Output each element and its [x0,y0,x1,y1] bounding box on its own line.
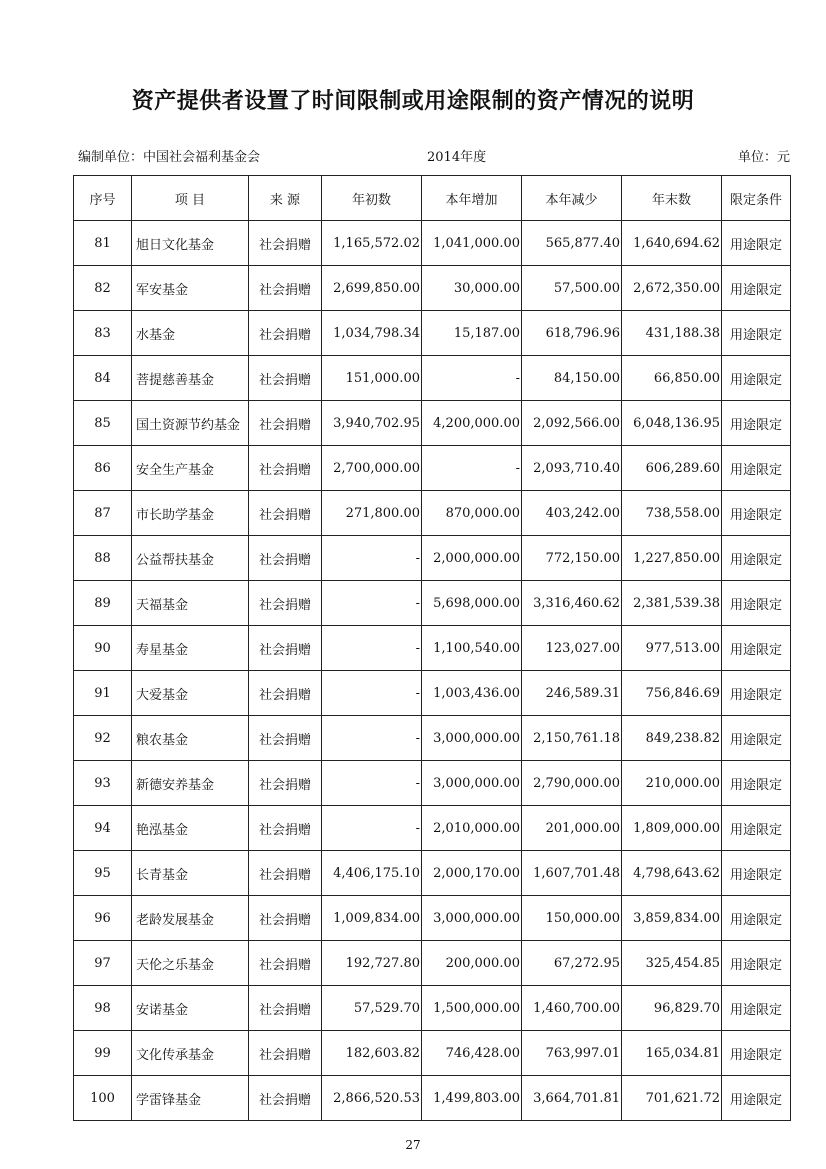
source: 社会捐赠 [249,896,322,941]
restriction: 用途限定 [722,401,791,446]
annual-increase: 2,010,000.00 [422,806,522,851]
closing-balance: 165,034.81 [622,1031,722,1076]
closing-balance: 977,513.00 [622,626,722,671]
row-index: 81 [74,221,132,266]
table-row [74,266,791,311]
source: 社会捐赠 [249,221,322,266]
annual-decrease: 772,150.00 [522,536,622,581]
annual-decrease: 84,150.00 [522,356,622,401]
restriction: 用途限定 [722,896,791,941]
annual-increase: - [422,356,522,401]
restriction: 用途限定 [722,536,791,581]
page-title: 资产提供者设置了时间限制或用途限制的资产情况的说明 [131,89,695,114]
table-row [74,761,791,806]
annual-decrease: 565,877.40 [522,221,622,266]
row-index: 82 [74,266,132,311]
table-row [74,851,791,896]
opening-balance: - [322,626,422,671]
annual-decrease: 57,500.00 [522,266,622,311]
page-number: 27 [405,1138,421,1152]
row-index: 90 [74,626,132,671]
restriction: 用途限定 [722,356,791,401]
opening-balance: 1,034,798.34 [322,311,422,356]
fund-name: 文化传承基金 [132,1031,249,1076]
restriction: 用途限定 [722,221,791,266]
closing-balance: 756,846.69 [622,671,722,716]
opening-balance: - [322,671,422,716]
closing-balance: 1,809,000.00 [622,806,722,851]
opening-balance: 2,700,000.00 [322,446,422,491]
annual-increase: - [422,446,522,491]
header-col-closing: 年末数 [622,176,722,221]
source: 社会捐赠 [249,941,322,986]
closing-balance: 210,000.00 [622,761,722,806]
fund-name: 旭日文化基金 [132,221,249,266]
table-body [74,221,791,1121]
annual-decrease: 123,027.00 [522,626,622,671]
annual-increase: 3,000,000.00 [422,761,522,806]
annual-decrease: 1,607,701.48 [522,851,622,896]
fund-name: 安诺基金 [132,986,249,1031]
closing-balance: 325,454.85 [622,941,722,986]
header-col-increase: 本年增加 [422,176,522,221]
annual-increase: 15,187.00 [422,311,522,356]
annual-decrease: 618,796.96 [522,311,622,356]
row-index: 97 [74,941,132,986]
table-row [74,491,791,536]
row-index: 100 [74,1076,132,1121]
opening-balance: 271,800.00 [322,491,422,536]
table-row [74,896,791,941]
source: 社会捐赠 [249,1076,322,1121]
closing-balance: 2,672,350.00 [622,266,722,311]
table-row [74,446,791,491]
row-index: 94 [74,806,132,851]
opening-balance: 4,406,175.10 [322,851,422,896]
restriction: 用途限定 [722,266,791,311]
table-row [74,986,791,1031]
source: 社会捐赠 [249,581,322,626]
opening-balance: 57,529.70 [322,986,422,1031]
fund-name: 大爱基金 [132,671,249,716]
annual-decrease: 2,150,761.18 [522,716,622,761]
closing-balance: 849,238.82 [622,716,722,761]
opening-balance: 3,940,702.95 [322,401,422,446]
table-row [74,941,791,986]
opening-balance: 2,699,850.00 [322,266,422,311]
fund-name: 艳泓基金 [132,806,249,851]
annual-increase: 4,200,000.00 [422,401,522,446]
annual-decrease: 246,589.31 [522,671,622,716]
table-row [74,221,791,266]
annual-increase: 870,000.00 [422,491,522,536]
table-row [74,1076,791,1121]
annual-increase: 200,000.00 [422,941,522,986]
row-index: 98 [74,986,132,1031]
source: 社会捐赠 [249,401,322,446]
annual-decrease: 150,000.00 [522,896,622,941]
opening-balance: 1,165,572.02 [322,221,422,266]
row-index: 85 [74,401,132,446]
annual-decrease: 201,000.00 [522,806,622,851]
closing-balance: 4,798,643.62 [622,851,722,896]
opening-balance: - [322,716,422,761]
fund-name: 菩提慈善基金 [132,356,249,401]
source: 社会捐赠 [249,446,322,491]
table-row [74,581,791,626]
closing-balance: 701,621.72 [622,1076,722,1121]
restriction: 用途限定 [722,806,791,851]
annual-increase: 1,499,803.00 [422,1076,522,1121]
row-index: 99 [74,1031,132,1076]
opening-balance: 192,727.80 [322,941,422,986]
table-row [74,716,791,761]
annual-decrease: 763,997.01 [522,1031,622,1076]
restriction: 用途限定 [722,761,791,806]
annual-increase: 1,500,000.00 [422,986,522,1031]
fund-name: 天伦之乐基金 [132,941,249,986]
unit-org: 编制单位：中国社会福利基金会 [78,150,261,165]
restriction: 用途限定 [722,311,791,356]
table-row [74,671,791,716]
opening-balance: - [322,536,422,581]
row-index: 89 [74,581,132,626]
annual-decrease: 2,092,566.00 [522,401,622,446]
annual-increase: 30,000.00 [422,266,522,311]
annual-decrease: 403,242.00 [522,491,622,536]
annual-decrease: 2,790,000.00 [522,761,622,806]
source: 社会捐赠 [249,716,322,761]
restriction: 用途限定 [722,1031,791,1076]
closing-balance: 606,289.60 [622,446,722,491]
source: 社会捐赠 [249,311,322,356]
annual-decrease: 67,272.95 [522,941,622,986]
restriction: 用途限定 [722,941,791,986]
row-index: 87 [74,491,132,536]
closing-balance: 66,850.00 [622,356,722,401]
fund-name: 长青基金 [132,851,249,896]
source: 社会捐赠 [249,491,322,536]
restriction: 用途限定 [722,446,791,491]
fund-name: 水基金 [132,311,249,356]
fund-name: 学雷锋基金 [132,1076,249,1121]
closing-balance: 431,188.38 [622,311,722,356]
opening-balance: 182,603.82 [322,1031,422,1076]
annual-increase: 1,003,436.00 [422,671,522,716]
fund-name: 天福基金 [132,581,249,626]
closing-balance: 1,227,850.00 [622,536,722,581]
closing-balance: 3,859,834.00 [622,896,722,941]
row-index: 96 [74,896,132,941]
restriction: 用途限定 [722,716,791,761]
annual-decrease: 2,093,710.40 [522,446,622,491]
restriction: 用途限定 [722,491,791,536]
fund-name: 安全生产基金 [132,446,249,491]
source: 社会捐赠 [249,266,322,311]
restricted-assets-table [73,175,791,1121]
opening-balance: - [322,806,422,851]
restriction: 用途限定 [722,626,791,671]
annual-increase: 2,000,170.00 [422,851,522,896]
annual-increase: 1,041,000.00 [422,221,522,266]
source: 社会捐赠 [249,536,322,581]
restriction: 用途限定 [722,671,791,716]
closing-balance: 1,640,694.62 [622,221,722,266]
annual-increase: 2,000,000.00 [422,536,522,581]
table-row [74,401,791,446]
annual-decrease: 3,664,701.81 [522,1076,622,1121]
restriction: 用途限定 [722,986,791,1031]
currency-unit: 单位：元 [737,150,790,165]
fund-name: 粮农基金 [132,716,249,761]
fund-name: 公益帮扶基金 [132,536,249,581]
annual-decrease: 1,460,700.00 [522,986,622,1031]
restriction: 用途限定 [722,581,791,626]
restriction: 用途限定 [722,851,791,896]
opening-balance: 1,009,834.00 [322,896,422,941]
closing-balance: 2,381,539.38 [622,581,722,626]
table-row [74,806,791,851]
table-header-row [74,176,791,221]
fund-name: 新德安养基金 [132,761,249,806]
row-index: 93 [74,761,132,806]
source: 社会捐赠 [249,671,322,716]
fund-name: 市长助学基金 [132,491,249,536]
row-index: 83 [74,311,132,356]
annual-decrease: 3,316,460.62 [522,581,622,626]
table-row [74,356,791,401]
source: 社会捐赠 [249,806,322,851]
fund-name: 老龄发展基金 [132,896,249,941]
source: 社会捐赠 [249,356,322,401]
source: 社会捐赠 [249,1031,322,1076]
row-index: 84 [74,356,132,401]
header-col-opening: 年初数 [322,176,422,221]
row-index: 86 [74,446,132,491]
header-col-decrease: 本年减少 [522,176,622,221]
header-col-item: 项 目 [132,176,249,221]
annual-increase: 1,100,540.00 [422,626,522,671]
opening-balance: - [322,581,422,626]
opening-balance: 2,866,520.53 [322,1076,422,1121]
closing-balance: 738,558.00 [622,491,722,536]
source: 社会捐赠 [249,626,322,671]
annual-increase: 3,000,000.00 [422,716,522,761]
source: 社会捐赠 [249,761,322,806]
source: 社会捐赠 [249,986,322,1031]
table-row [74,626,791,671]
table-row [74,1031,791,1076]
source: 社会捐赠 [249,851,322,896]
closing-balance: 6,048,136.95 [622,401,722,446]
fund-name: 国土资源节约基金 [132,401,249,446]
header-col-index: 序号 [74,176,132,221]
fund-name: 军安基金 [132,266,249,311]
restriction: 用途限定 [722,1076,791,1121]
closing-balance: 96,829.70 [622,986,722,1031]
row-index: 92 [74,716,132,761]
header-col-restriction: 限定条件 [722,176,791,221]
header-col-source: 来 源 [249,176,322,221]
annual-increase: 3,000,000.00 [422,896,522,941]
row-index: 88 [74,536,132,581]
table-row [74,536,791,581]
report-year: 2014年度 [427,150,487,165]
fund-name: 寿星基金 [132,626,249,671]
table-row [74,311,791,356]
row-index: 91 [74,671,132,716]
opening-balance: - [322,761,422,806]
annual-increase: 746,428.00 [422,1031,522,1076]
annual-increase: 5,698,000.00 [422,581,522,626]
opening-balance: 151,000.00 [322,356,422,401]
row-index: 95 [74,851,132,896]
